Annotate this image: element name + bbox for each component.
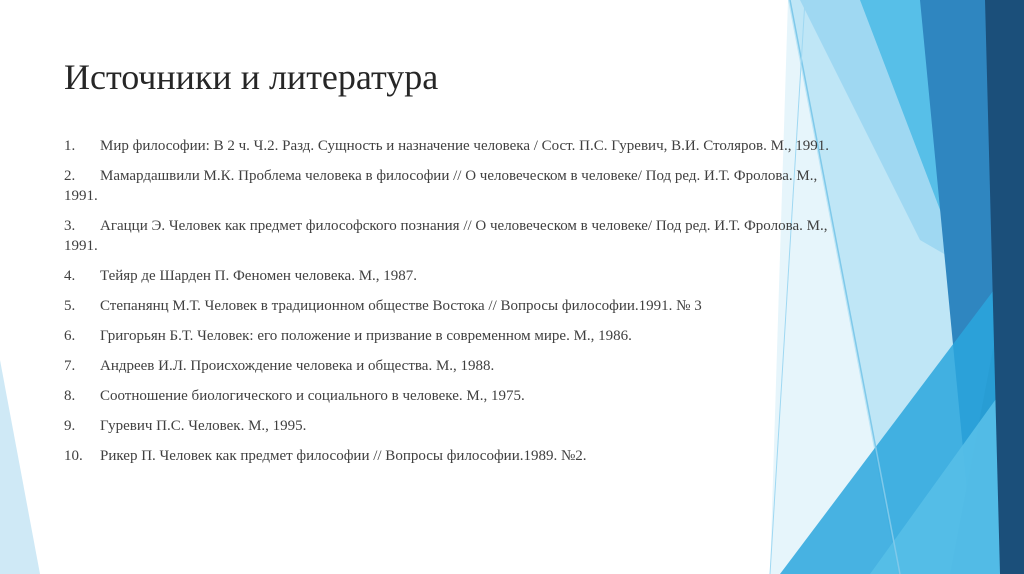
- reference-number: 4.: [64, 268, 76, 284]
- reference-text: Гуревич П.С. Человек. М., 1995.: [100, 418, 307, 434]
- reference-item: [64, 416, 854, 436]
- reference-text: Степанянц М.Т. Человек в традиционном обществе Востока // Вопросы философии.1991. № 3: [100, 298, 702, 314]
- reference-text: Андреев И.Л. Происхождение человека и общества. М., 1988.: [100, 358, 495, 374]
- reference-text: Агацци Э. Человек как предмет философского познания // О человеческом в человеке/ Под ред. И.Т. Фролова. М., 1991.: [64, 218, 828, 254]
- reference-item: [64, 446, 854, 466]
- reference-item: [64, 136, 854, 156]
- reference-item: [64, 356, 854, 376]
- slide-title: Источники и литература: [64, 57, 439, 97]
- reference-number: 3.: [64, 218, 76, 234]
- reference-text: Рикер П. Человек как предмет философии // Вопросы философии.1989. №2.: [100, 448, 587, 464]
- reference-item: [64, 296, 854, 316]
- reference-number: 2.: [64, 168, 76, 184]
- reference-item: [64, 326, 854, 346]
- left-wedge-shape: [0, 360, 40, 574]
- reference-number: 6.: [64, 328, 76, 344]
- reference-item: [64, 386, 854, 406]
- reference-number: 5.: [64, 298, 76, 314]
- reference-text: Мир философии: В 2 ч. Ч.2. Разд. Сущность и назначение человека / Сост. П.С. Гуревич, В.И. Столяров. М., 1991.: [100, 138, 829, 154]
- reference-text: Соотношение биологического и социального в человеке. М., 1975.: [100, 388, 525, 404]
- reference-list: [64, 136, 854, 476]
- reference-text: Григорьян Б.Т. Человек: его положение и призвание в современном мире. М., 1986.: [100, 328, 632, 344]
- reference-number: 1.: [64, 138, 76, 154]
- reference-text: Мамардашвили М.К. Проблема человека в философии // О человеческом в человеке/ Под ред. И.Т. Фролова. М., 1991.: [64, 168, 818, 204]
- reference-number: 9.: [64, 418, 76, 434]
- reference-number: 8.: [64, 388, 76, 404]
- reference-item: [64, 166, 854, 206]
- reference-item: [64, 266, 854, 286]
- reference-item: [64, 216, 854, 256]
- reference-text: Тейяр де Шарден П. Феномен человека. М., 1987.: [100, 268, 418, 284]
- reference-number: 7.: [64, 358, 76, 374]
- reference-number: 10.: [64, 448, 83, 464]
